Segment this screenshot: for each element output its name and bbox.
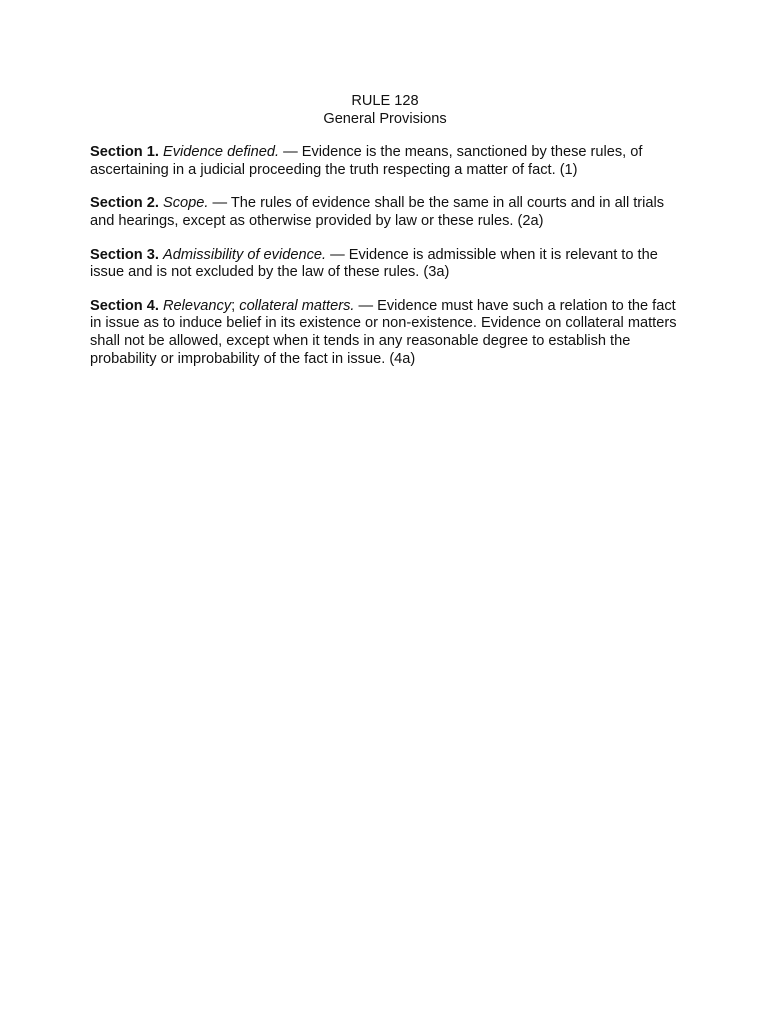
section-title-separator: ; — [231, 297, 236, 314]
rule-number: RULE 128 — [351, 93, 419, 109]
section-text: — The rules of evidence shall be the same in all courts and in all trials and hearings, except as otherwise provided by law or these rules. (2a) — [90, 195, 665, 229]
section-number: Section 1. — [90, 144, 159, 161]
section-title: Admissibility of evidence. — [163, 246, 327, 263]
section-4 — [90, 298, 680, 368]
document-content — [90, 93, 680, 384]
section-2 — [90, 195, 680, 230]
section-title-a: Relevancy — [163, 297, 232, 314]
section-1 — [90, 144, 680, 179]
section-title: Scope. — [163, 195, 209, 212]
rule-heading — [90, 93, 680, 128]
section-text: — Evidence is the means, sanctioned by these rules, of ascertaining in a judicial proceeding the truth respecting a matter of fact. (1) — [90, 144, 643, 178]
section-number: Section 2. — [90, 195, 159, 212]
section-title-b: collateral matters. — [239, 297, 355, 314]
section-text: — Evidence must have such a relation to the fact in issue as to induce belief in its existence or non-existence. Evidence on collateral matters shall not be allowed, except when it tends in any reasonable degree to establish the probability or improbability of the fact in issue. (4a) — [90, 297, 677, 367]
section-3 — [90, 247, 680, 282]
section-text: — Evidence is admissible when it is relevant to the issue and is not excluded by the law of these rules. (3a) — [90, 246, 658, 281]
section-number: Section 4. — [90, 297, 159, 314]
section-number: Section 3. — [90, 246, 159, 263]
section-title: Evidence defined. — [163, 144, 280, 161]
rule-subtitle: General Provisions — [323, 110, 447, 127]
